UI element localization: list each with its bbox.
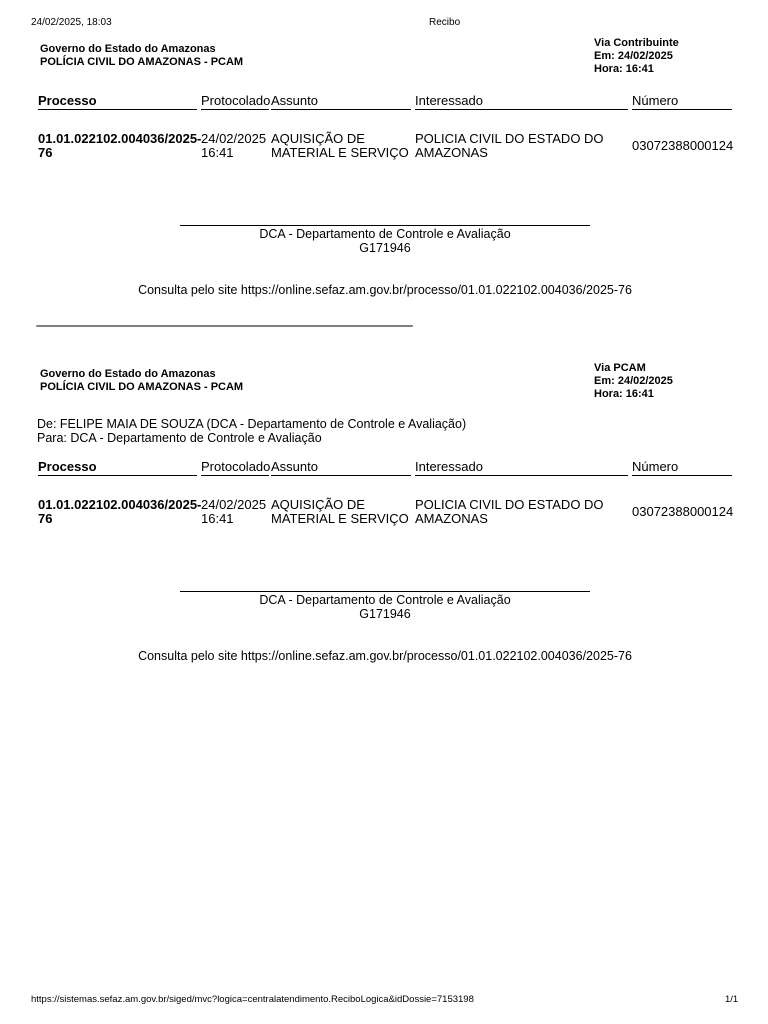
cell-protocolado-time: 16:41 bbox=[201, 511, 234, 526]
signature-line bbox=[180, 591, 590, 592]
to-line: Para: DCA - Departamento de Controle e Avaliação bbox=[37, 431, 322, 445]
col-header-numero: Número bbox=[632, 459, 732, 476]
cell-protocolado-date: 24/02/2025 bbox=[201, 497, 267, 512]
cell-interessado-line1: POLICIA CIVIL DO ESTADO DO bbox=[415, 131, 604, 146]
cell-interessado-line2: AMAZONAS bbox=[415, 145, 488, 160]
consulta-link-text: Consulta pelo site https://online.sefaz.am.gov.br/processo/01.01.022102.004036/2025-76 bbox=[138, 649, 632, 663]
org-police: POLÍCIA CIVIL DO AMAZONAS - PCAM bbox=[40, 56, 244, 68]
cell-interessado-line2: AMAZONAS bbox=[415, 511, 488, 526]
signature-block bbox=[0, 594, 768, 621]
cell-processo-line2: 76 bbox=[38, 511, 53, 526]
cell-interessado-line1: POLICIA CIVIL DO ESTADO DO bbox=[415, 497, 604, 512]
cell-processo-line1: 01.01.022102.004036/2025- bbox=[38, 131, 202, 146]
via-label: Via PCAM bbox=[594, 362, 646, 374]
parties-block bbox=[37, 417, 466, 445]
org-block bbox=[40, 43, 243, 69]
cell-protocolado-date: 24/02/2025 bbox=[201, 131, 267, 146]
signature-department: DCA - Departamento de Controle e Avaliação bbox=[259, 593, 511, 607]
print-page-number: 1/1 bbox=[725, 994, 739, 1005]
from-line: De: FELIPE MAIA DE SOUZA (DCA - Departamento de Controle e Avaliação) bbox=[37, 417, 467, 431]
col-header-assunto: Assunto bbox=[271, 459, 411, 476]
col-header-assunto: Assunto bbox=[271, 93, 411, 110]
cell-protocolado bbox=[201, 132, 266, 160]
org-police: POLÍCIA CIVIL DO AMAZONAS - PCAM bbox=[40, 381, 244, 393]
cell-processo-line2: 76 bbox=[38, 145, 53, 160]
print-title: Recibo bbox=[429, 17, 461, 28]
org-government: Governo do Estado do Amazonas bbox=[40, 368, 216, 380]
cell-assunto-line1: AQUISIÇÃO DE bbox=[271, 497, 365, 512]
via-block bbox=[594, 362, 673, 401]
col-header-interessado: Interessado bbox=[415, 93, 628, 110]
col-header-interessado: Interessado bbox=[415, 459, 628, 476]
consulta-link-text: Consulta pelo site https://online.sefaz.am.gov.br/processo/01.01.022102.004036/2025-76 bbox=[138, 283, 632, 297]
signature-department: DCA - Departamento de Controle e Avaliação bbox=[259, 227, 511, 241]
col-header-numero: Número bbox=[632, 93, 732, 110]
via-time: Hora: 16:41 bbox=[594, 388, 654, 400]
org-block bbox=[40, 368, 243, 394]
cell-interessado bbox=[415, 132, 604, 160]
print-datetime: 24/02/2025, 18:03 bbox=[31, 17, 112, 28]
signature-block bbox=[0, 228, 768, 255]
cell-assunto-line2: MATERIAL E SERVIÇO bbox=[271, 511, 409, 526]
cell-processo-line1: 01.01.022102.004036/2025- bbox=[38, 497, 202, 512]
via-block bbox=[594, 37, 679, 76]
cell-interessado bbox=[415, 498, 604, 526]
print-url: https://sistemas.sefaz.am.gov.br/siged/mvc?logica=centralatendimento.ReciboLogica&idDossie=7153198 bbox=[31, 994, 474, 1005]
cell-assunto-line1: AQUISIÇÃO DE bbox=[271, 131, 365, 146]
org-government: Governo do Estado do Amazonas bbox=[40, 43, 216, 55]
cell-assunto bbox=[271, 132, 409, 160]
cell-processo bbox=[38, 132, 201, 160]
col-header-processo: Processo bbox=[38, 459, 197, 476]
cell-processo bbox=[38, 498, 201, 526]
col-header-protocolado: Protocolado bbox=[201, 93, 271, 108]
signature-code: G171946 bbox=[359, 606, 411, 621]
col-header-protocolado: Protocolado bbox=[201, 459, 271, 474]
cell-assunto-line2: MATERIAL E SERVIÇO bbox=[271, 145, 409, 160]
cell-numero: 03072388000124 bbox=[632, 138, 734, 153]
cell-numero: 03072388000124 bbox=[632, 504, 734, 519]
signature-code: G171946 bbox=[359, 240, 411, 255]
via-time: Hora: 16:41 bbox=[594, 63, 654, 75]
col-header-processo: Processo bbox=[38, 93, 197, 110]
cell-protocolado bbox=[201, 498, 266, 526]
signature-line bbox=[180, 225, 590, 226]
cell-assunto bbox=[271, 498, 409, 526]
cut-separator: ================================================================================================================================================ bbox=[36, 323, 413, 330]
via-label: Via Contribuinte bbox=[594, 37, 679, 49]
via-date: Em: 24/02/2025 bbox=[594, 50, 673, 62]
via-date: Em: 24/02/2025 bbox=[594, 375, 673, 387]
cell-protocolado-time: 16:41 bbox=[201, 145, 234, 160]
